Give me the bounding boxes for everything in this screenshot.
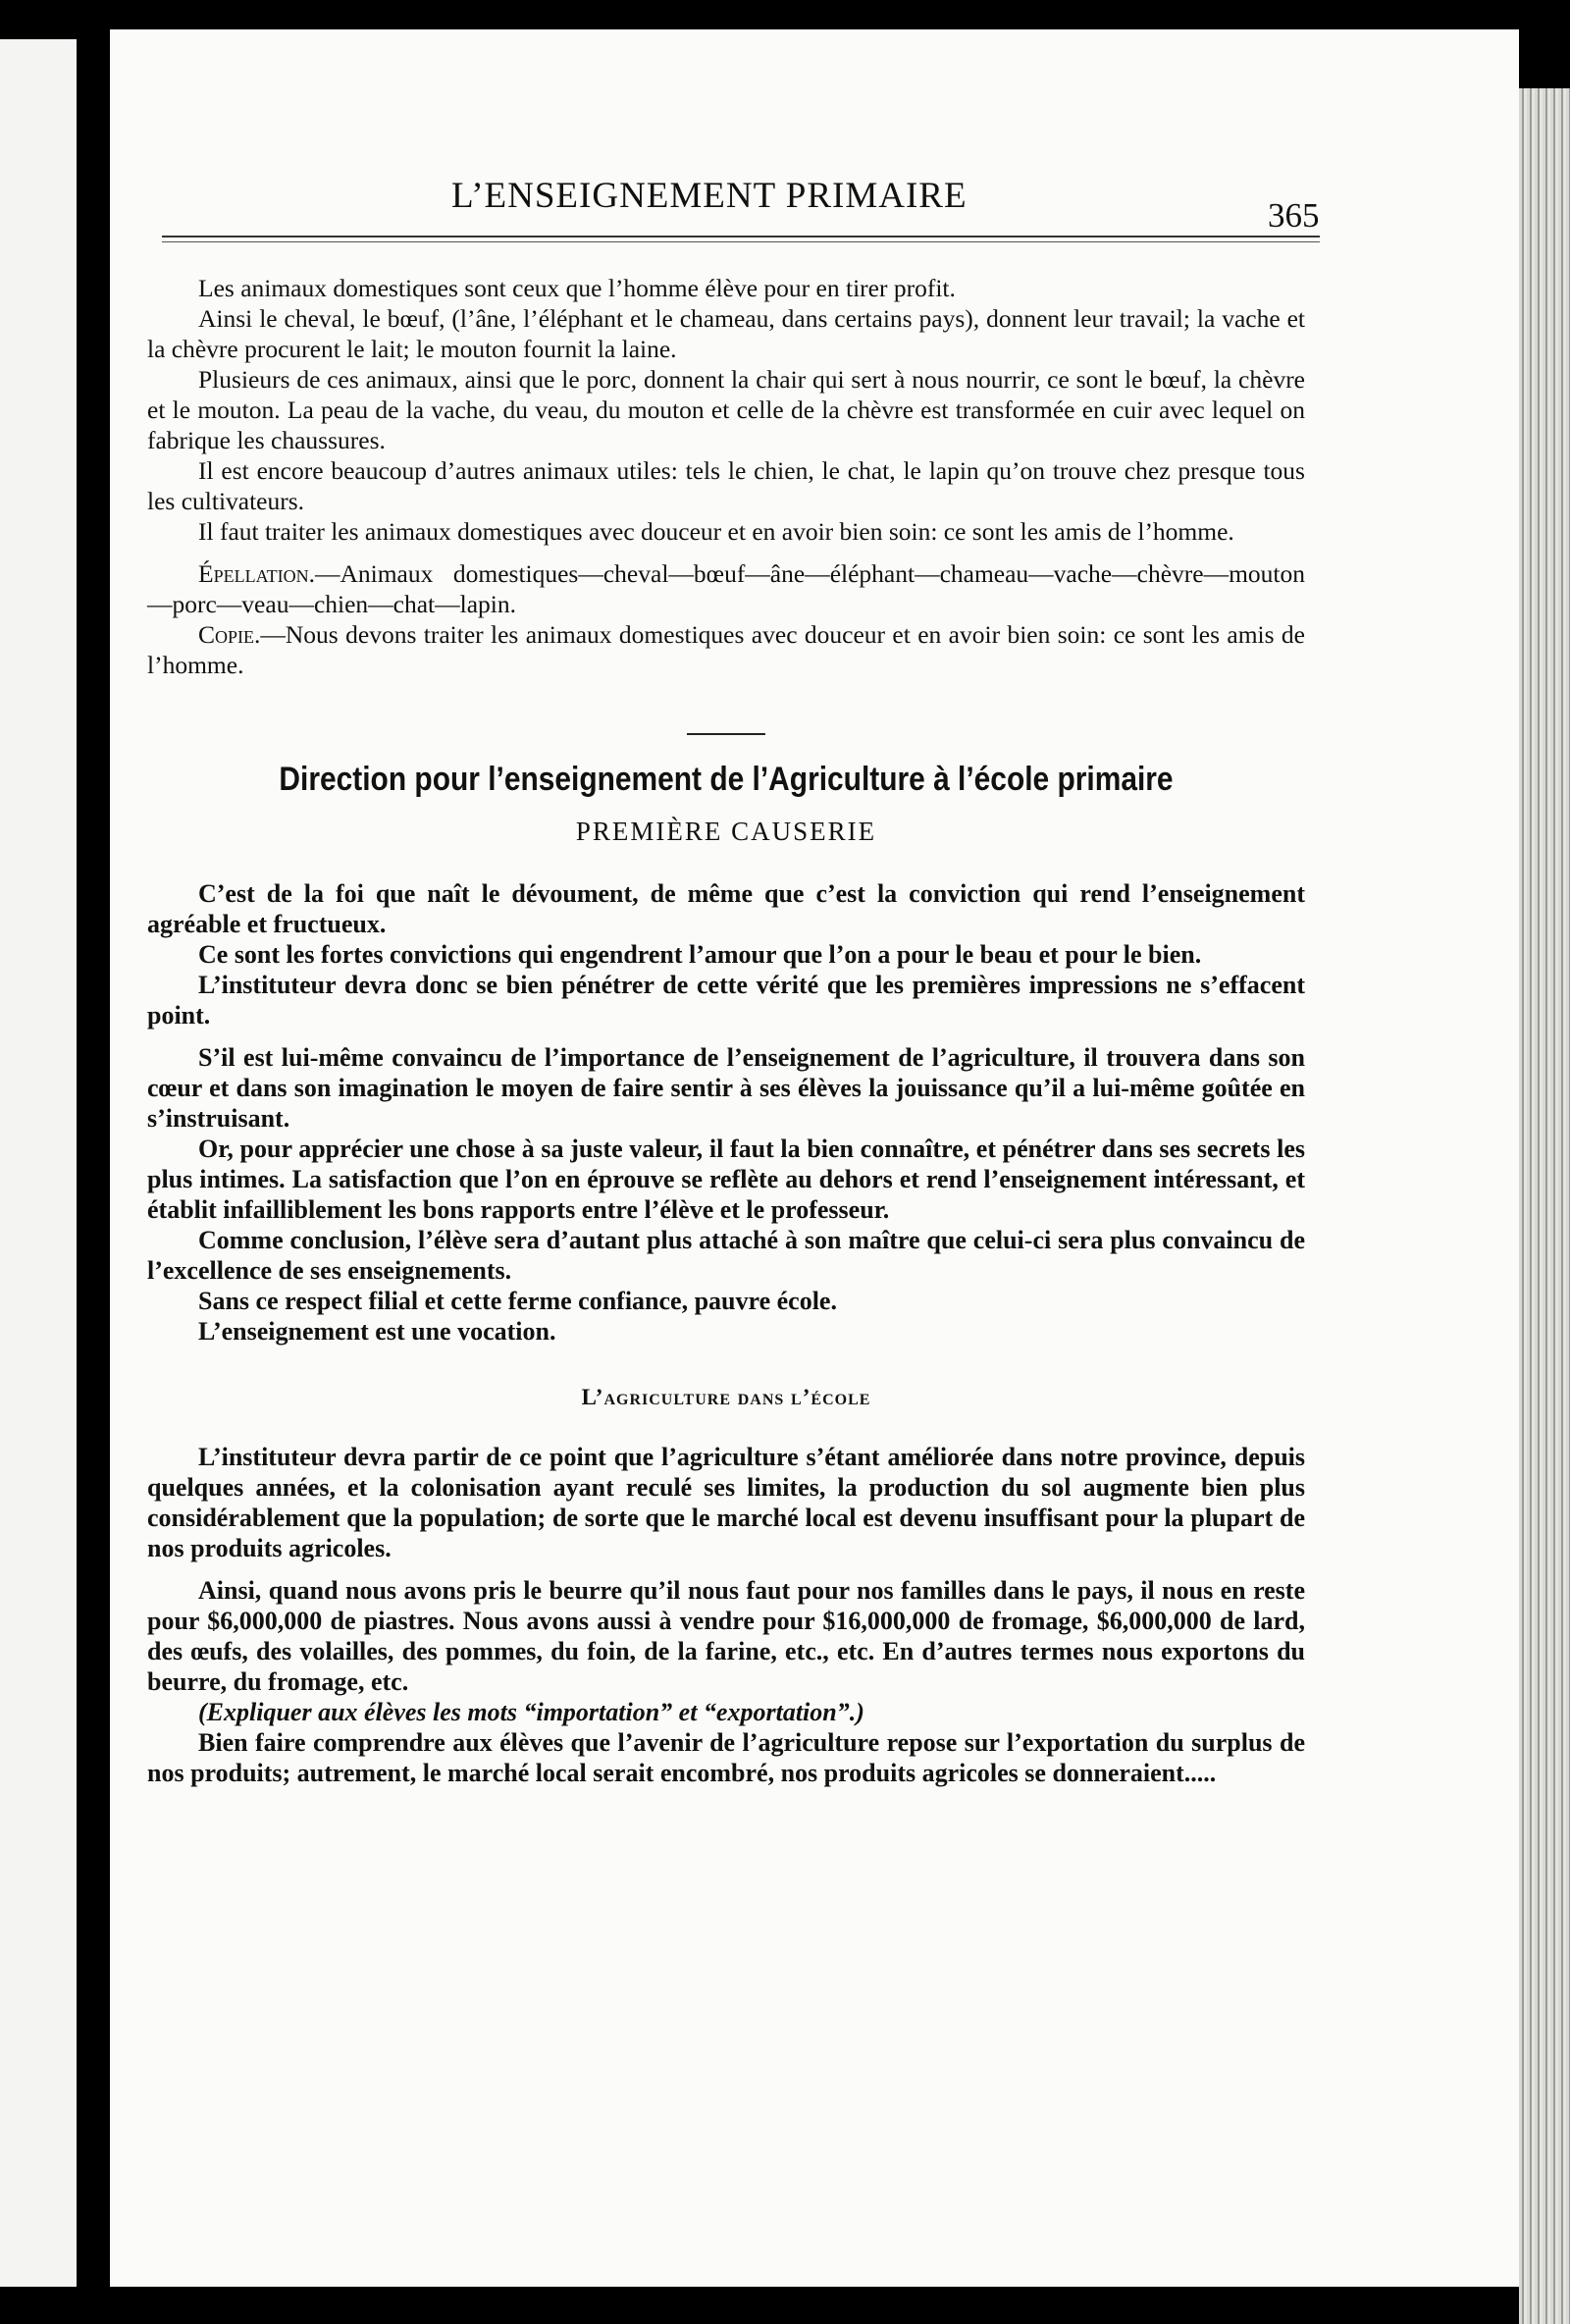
copie-label: Copie.: [198, 620, 261, 649]
left-page-edge: [0, 39, 77, 2287]
body-paragraph: Bien faire comprendre aux élèves que l’avenir de l’agriculture repose sur l’exportation du surplus de nos produits; autrement, le marché local serait encombré, nos produits agricoles se donneraient.....: [147, 1728, 1305, 1787]
page-content: [147, 273, 1305, 1788]
body-paragraph: Comme conclusion, l’élève sera d’autant plus attaché à son maître que celui-ci sera plus convaincu de l’excellence de ses enseignements.: [147, 1226, 1305, 1285]
body-paragraph: Sans ce respect filial et cette ferme confiance, pauvre école.: [198, 1287, 837, 1315]
intro-paragraph: Ainsi le cheval, le bœuf, (l’âne, l’éléphant et le chameau, dans certains pays), donnent leur travail; la vache et la chèvre procurent le lait; le mouton fournit la laine.: [147, 304, 1305, 363]
epellation-label: Épellation.: [198, 559, 315, 588]
epellation-paragraph: [147, 558, 1305, 619]
epellation-text: —Animaux domestiques—cheval—bœuf—âne—éléphant—chameau—vache—chèvre—mouton—porc—veau—chien—chat—lapin.: [147, 559, 1305, 618]
body-paragraph: Ce sont les fortes convictions qui engendrent l’amour que l’on a pour le beau et pour le bien.: [198, 940, 1202, 969]
subsection-title: L’agriculture dans l’école: [581, 1385, 871, 1409]
intro-paragraph: Il faut traiter les animaux domestiques avec douceur et en avoir bien soin: ce sont les amis de l’homme.: [198, 517, 1234, 546]
body-paragraph: L’instituteur devra partir de ce point que l’agriculture s’étant améliorée dans notre province, depuis quelques années, et la colonisation ayant reculé ses limites, la production du sol augmente bien plus considérablement que la population; de sorte que le marché local est devenu insuffisant pour la plupart de nos produits agricoles.: [147, 1443, 1305, 1562]
body-paragraph: (Expliquer aux élèves les mots “importation” et “exportation”.): [198, 1698, 864, 1726]
intro-paragraph: Il est encore beaucoup d’autres animaux utiles: tels le chien, le chat, le lapin qu’on trouve chez presque tous les cultivateurs.: [147, 456, 1305, 515]
intro-paragraph: Les animaux domestiques sont ceux que l’homme élève pour en tirer profit.: [198, 274, 956, 302]
body-paragraph: L’enseignement est une vocation.: [198, 1317, 556, 1346]
body-paragraph: S’il est lui-même convaincu de l’importance de l’enseignement de l’agriculture, il trouvera dans son cœur et dans son imagination le moyen de faire sentir à ses élèves la jouissance qu’il a lui-même goûtée en s’instruisant.: [147, 1043, 1305, 1133]
page-number: 365: [1268, 196, 1320, 235]
body-paragraph: C’est de la foi que naît le dévoument, de même que c’est la conviction qui rend l’enseignement agréable et fructueux.: [147, 879, 1305, 938]
body-paragraph: Or, pour apprécier une chose à sa juste valeur, il faut la bien connaître, et pénétrer dans ses secrets les plus intimes. La satisfaction que l’on en éprouve se reflète au dehors et rend l’enseignement intéressant, et établit infailliblement les bons rapports entre l’élève et le professeur.: [147, 1135, 1305, 1224]
running-title: L’ENSEIGNEMENT PRIMAIRE: [451, 176, 968, 216]
copie-text: —Nous devons traiter les animaux domestiques avec douceur et en avoir bien soin: ce sont les amis de l’homme.: [147, 620, 1305, 679]
header-rule: [162, 236, 1320, 242]
body-paragraph: L’instituteur devra donc se bien pénétrer de cette vérité que les premières impressions ne s’effacent point.: [147, 971, 1305, 1030]
body-paragraph: Ainsi, quand nous avons pris le beurre qu’il nous faut pour nos familles dans le pays, il nous en reste pour $6,000,000 de piastres. Nous avons aussi à vendre pour $16,000,000 de fromage, $6,000,000 de lard, des œufs, des volailles, des pommes, du foin, de la farine, etc., etc. En d’autres termes nous exportons du beurre, du fromage, etc.: [147, 1576, 1305, 1696]
section-title: Direction pour l’enseignement de l’Agriculture à l’école primaire: [279, 761, 1174, 798]
causerie-body: [147, 878, 1305, 1347]
intro-paragraph: Plusieurs de ces animaux, ainsi que le porc, donnent la chair qui sert à nous nourrir, ce sont le bœuf, la chèvre et le mouton. La peau de la vache, du veau, du mouton et celle de la chèvre est transformée en cuir avec lequel on fabrique les chaussures.: [147, 365, 1305, 454]
section-subtitle: PREMIÈRE CAUSERIE: [575, 817, 877, 846]
copie-paragraph: [147, 619, 1305, 680]
page-stack-edge: [1519, 88, 1570, 2324]
section-divider: [687, 733, 765, 735]
subsection-body: [147, 1442, 1305, 1788]
